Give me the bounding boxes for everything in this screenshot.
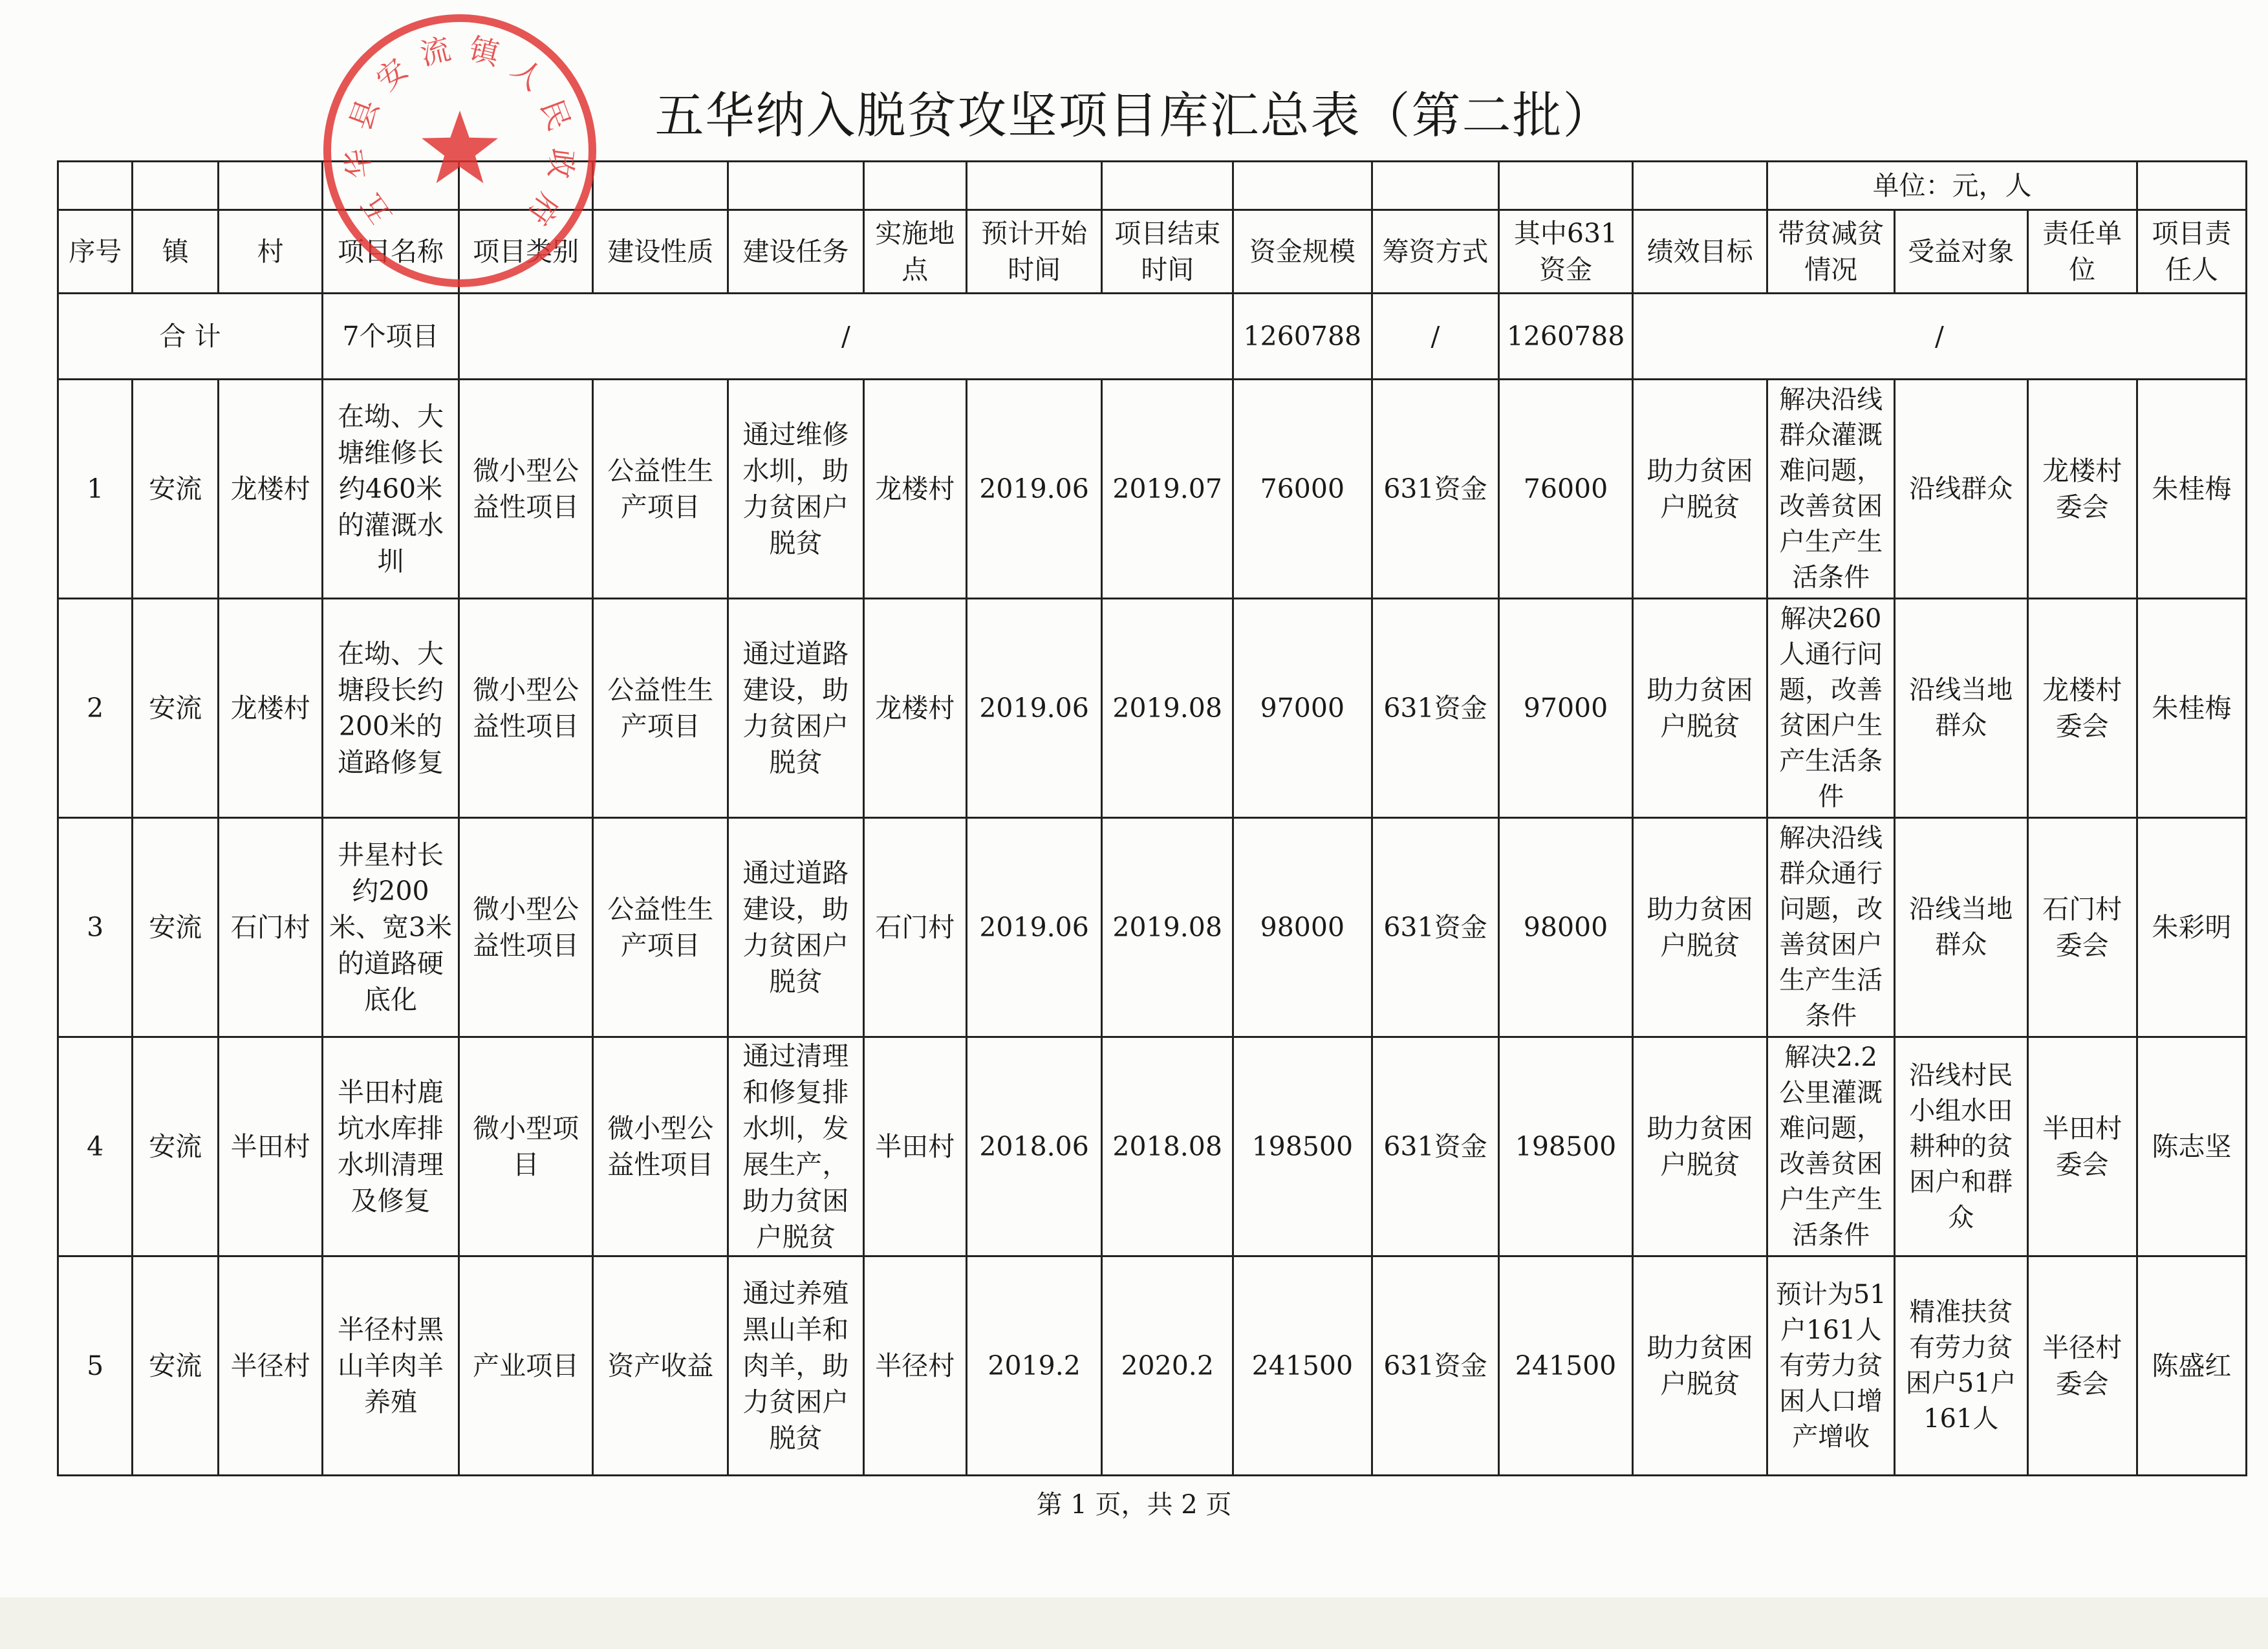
cell-location: 龙楼村 bbox=[863, 380, 966, 599]
cell-funds: 241500 bbox=[1233, 1256, 1372, 1476]
cell-location: 龙楼村 bbox=[863, 599, 966, 818]
cell-funding-method: 631资金 bbox=[1372, 1256, 1498, 1476]
header-cell: 带贫减贫情况 bbox=[1767, 210, 1894, 294]
cell-funding-method: 631资金 bbox=[1372, 1037, 1498, 1256]
header-cell: 镇 bbox=[133, 210, 219, 294]
cell-village: 龙楼村 bbox=[219, 599, 323, 818]
table-row bbox=[58, 1037, 2247, 1256]
header-cell: 受益对象 bbox=[1894, 210, 2027, 294]
total-slash-rest: / bbox=[1632, 294, 2246, 380]
cell-beneficiary: 沿线当地群众 bbox=[1894, 818, 2027, 1037]
header-cell: 项目类别 bbox=[459, 210, 593, 294]
cell-end: 2020.2 bbox=[1102, 1256, 1233, 1476]
cell-name: 井星村长约200米、宽3米的道路硬底化 bbox=[323, 818, 459, 1037]
cell-town: 安流 bbox=[133, 818, 219, 1037]
cell-no: 4 bbox=[58, 1037, 133, 1256]
cell-category: 产业项目 bbox=[459, 1256, 593, 1476]
cell-category: 微小型项目 bbox=[459, 1037, 593, 1256]
cell-name: 在坳、大塘段长约200米的道路修复 bbox=[323, 599, 459, 818]
cell-funds: 98000 bbox=[1233, 818, 1372, 1037]
header-cell: 筹资方式 bbox=[1372, 210, 1498, 294]
header-cell: 其中631资金 bbox=[1499, 210, 1633, 294]
header-cell: 建设性质 bbox=[593, 210, 728, 294]
svg-text:镇: 镇 bbox=[466, 30, 503, 72]
cell-start: 2019.06 bbox=[966, 818, 1102, 1037]
cell-funds: 97000 bbox=[1233, 599, 1372, 818]
header-cell: 建设任务 bbox=[728, 210, 864, 294]
cell-village: 石门村 bbox=[219, 818, 323, 1037]
cell-start: 2019.2 bbox=[966, 1256, 1102, 1476]
cell-no: 3 bbox=[58, 818, 133, 1037]
cell-poverty: 解决沿线群众通行问题，改善贫困户生产生活条件 bbox=[1767, 818, 1894, 1037]
cell-name: 半径村黑山羊肉羊养殖 bbox=[323, 1256, 459, 1476]
svg-text:民: 民 bbox=[534, 94, 578, 135]
cell-person: 朱桂梅 bbox=[2137, 599, 2246, 818]
svg-text:五: 五 bbox=[353, 187, 399, 232]
cell-task: 通过清理和修复排水圳，发展生产，助力贫困户脱贫 bbox=[728, 1037, 864, 1256]
total-funds: 1260788 bbox=[1233, 294, 1372, 380]
cell-task: 通过道路建设，助力贫困户脱贫 bbox=[728, 818, 864, 1037]
cell-unit: 半径村委会 bbox=[2027, 1256, 2137, 1476]
cell-end: 2018.08 bbox=[1102, 1037, 1233, 1256]
scan-edge bbox=[0, 1597, 2268, 1649]
cell-category: 微小型公益性项目 bbox=[459, 599, 593, 818]
cell-unit: 龙楼村委会 bbox=[2027, 599, 2137, 818]
cell-poverty: 解决2.2公里灌溉难问题，改善贫困户生产生活条件 bbox=[1767, 1037, 1894, 1256]
cell-end: 2019.08 bbox=[1102, 599, 1233, 818]
header-cell: 预计开始时间 bbox=[966, 210, 1102, 294]
total-row bbox=[58, 294, 2247, 380]
cell-nature: 公益性生产项目 bbox=[593, 818, 728, 1037]
cell-funds631: 198500 bbox=[1499, 1037, 1633, 1256]
cell-beneficiary: 精准扶贫有劳力贫困户51户161人 bbox=[1894, 1256, 2027, 1476]
total-funding-slash: / bbox=[1372, 294, 1498, 380]
cell-village: 半田村 bbox=[219, 1037, 323, 1256]
cell-goal: 助力贫困户脱贫 bbox=[1632, 599, 1767, 818]
cell-funding-method: 631资金 bbox=[1372, 380, 1498, 599]
cell-funds631: 97000 bbox=[1499, 599, 1633, 818]
header-cell: 项目结束时间 bbox=[1102, 210, 1233, 294]
svg-text:政: 政 bbox=[542, 146, 581, 181]
page-title: 五华纳入脱贫攻坚项目库汇总表（第二批） bbox=[654, 87, 1614, 144]
cell-location: 半田村 bbox=[863, 1037, 966, 1256]
svg-text:府: 府 bbox=[521, 187, 567, 232]
header-cell: 序号 bbox=[58, 210, 133, 294]
table-row bbox=[58, 818, 2247, 1037]
table-row bbox=[58, 380, 2247, 599]
cell-nature: 公益性生产项目 bbox=[593, 380, 728, 599]
svg-text:华: 华 bbox=[339, 146, 378, 181]
cell-name: 半田村鹿坑水库排水圳清理及修复 bbox=[323, 1037, 459, 1256]
cell-person: 朱桂梅 bbox=[2137, 380, 2246, 599]
page-footer: 第 1 页，共 2 页 bbox=[1036, 1490, 1232, 1520]
cell-beneficiary: 沿线群众 bbox=[1894, 380, 2027, 599]
cell-category: 微小型公益性项目 bbox=[459, 818, 593, 1037]
svg-text:人: 人 bbox=[504, 51, 551, 98]
unit-row bbox=[58, 162, 2247, 210]
cell-town: 安流 bbox=[133, 599, 219, 818]
cell-funds631: 76000 bbox=[1499, 380, 1633, 599]
header-row bbox=[58, 210, 2247, 294]
cell-village: 龙楼村 bbox=[219, 380, 323, 599]
svg-text:安: 安 bbox=[369, 51, 415, 98]
cell-poverty: 预计为51户161人有劳力贫困人口增产增收 bbox=[1767, 1256, 1894, 1476]
cell-location: 半径村 bbox=[863, 1256, 966, 1476]
header-cell: 资金规模 bbox=[1233, 210, 1372, 294]
cell-funds: 76000 bbox=[1233, 380, 1372, 599]
cell-person: 朱彩明 bbox=[2137, 818, 2246, 1037]
cell-person: 陈志坚 bbox=[2137, 1037, 2246, 1256]
svg-text:县: 县 bbox=[342, 94, 386, 135]
cell-unit: 石门村委会 bbox=[2027, 818, 2137, 1037]
cell-funding-method: 631资金 bbox=[1372, 599, 1498, 818]
cell-village: 半径村 bbox=[219, 1256, 323, 1476]
cell-task: 通过道路建设，助力贫困户脱贫 bbox=[728, 599, 864, 818]
cell-town: 安流 bbox=[133, 1037, 219, 1256]
cell-town: 安流 bbox=[133, 380, 219, 599]
cell-name: 在坳、大塘维修长约460米的灌溉水圳 bbox=[323, 380, 459, 599]
total-label: 合 计 bbox=[58, 294, 323, 380]
header-cell: 实施地点 bbox=[863, 210, 966, 294]
cell-poverty: 解决260人通行问题，改善贫困户生产生活条件 bbox=[1767, 599, 1894, 818]
cell-beneficiary: 沿线村民小组水田耕种的贫困户和群众 bbox=[1894, 1037, 2027, 1256]
total-slash: / bbox=[459, 294, 1233, 380]
cell-unit: 半田村委会 bbox=[2027, 1037, 2137, 1256]
header-cell: 项目责任人 bbox=[2137, 210, 2246, 294]
cell-category: 微小型公益性项目 bbox=[459, 380, 593, 599]
cell-location: 石门村 bbox=[863, 818, 966, 1037]
table-row bbox=[58, 599, 2247, 818]
cell-funding-method: 631资金 bbox=[1372, 818, 1498, 1037]
cell-nature: 公益性生产项目 bbox=[593, 599, 728, 818]
cell-funds: 198500 bbox=[1233, 1037, 1372, 1256]
cell-goal: 助力贫困户脱贫 bbox=[1632, 380, 1767, 599]
cell-goal: 助力贫困户脱贫 bbox=[1632, 1037, 1767, 1256]
cell-task: 通过养殖黑山羊和肉羊，助力贫困户脱贫 bbox=[728, 1256, 864, 1476]
cell-poverty: 解决沿线群众灌溉难问题，改善贫困户生产生活条件 bbox=[1767, 380, 1894, 599]
cell-nature: 资产收益 bbox=[593, 1256, 728, 1476]
cell-task: 通过维修水圳，助力贫困户脱贫 bbox=[728, 380, 864, 599]
cell-funds631: 241500 bbox=[1499, 1256, 1633, 1476]
cell-goal: 助力贫困户脱贫 bbox=[1632, 1256, 1767, 1476]
cell-person: 陈盛红 bbox=[2137, 1256, 2246, 1476]
cell-end: 2019.08 bbox=[1102, 818, 1233, 1037]
cell-start: 2019.06 bbox=[966, 599, 1102, 818]
cell-no: 1 bbox=[58, 380, 133, 599]
header-cell: 项目名称 bbox=[323, 210, 459, 294]
cell-no: 5 bbox=[58, 1256, 133, 1476]
total-funds-631: 1260788 bbox=[1499, 294, 1633, 380]
cell-funds631: 98000 bbox=[1499, 818, 1633, 1037]
svg-text:流: 流 bbox=[416, 30, 454, 72]
cell-goal: 助力贫困户脱贫 bbox=[1632, 818, 1767, 1037]
cell-town: 安流 bbox=[133, 1256, 219, 1476]
cell-no: 2 bbox=[58, 599, 133, 818]
unit-label: 单位：元，人 bbox=[1767, 162, 2137, 210]
table-row bbox=[58, 1256, 2247, 1476]
cell-start: 2019.06 bbox=[966, 380, 1102, 599]
header-cell: 责任单位 bbox=[2027, 210, 2137, 294]
cell-end: 2019.07 bbox=[1102, 380, 1233, 599]
header-cell: 村 bbox=[219, 210, 323, 294]
header-cell: 绩效目标 bbox=[1632, 210, 1767, 294]
project-table bbox=[57, 160, 2247, 1476]
cell-beneficiary: 沿线当地群众 bbox=[1894, 599, 2027, 818]
cell-start: 2018.06 bbox=[966, 1037, 1102, 1256]
total-projects: 7个项目 bbox=[323, 294, 459, 380]
cell-unit: 龙楼村委会 bbox=[2027, 380, 2137, 599]
cell-nature: 微小型公益性项目 bbox=[593, 1037, 728, 1256]
